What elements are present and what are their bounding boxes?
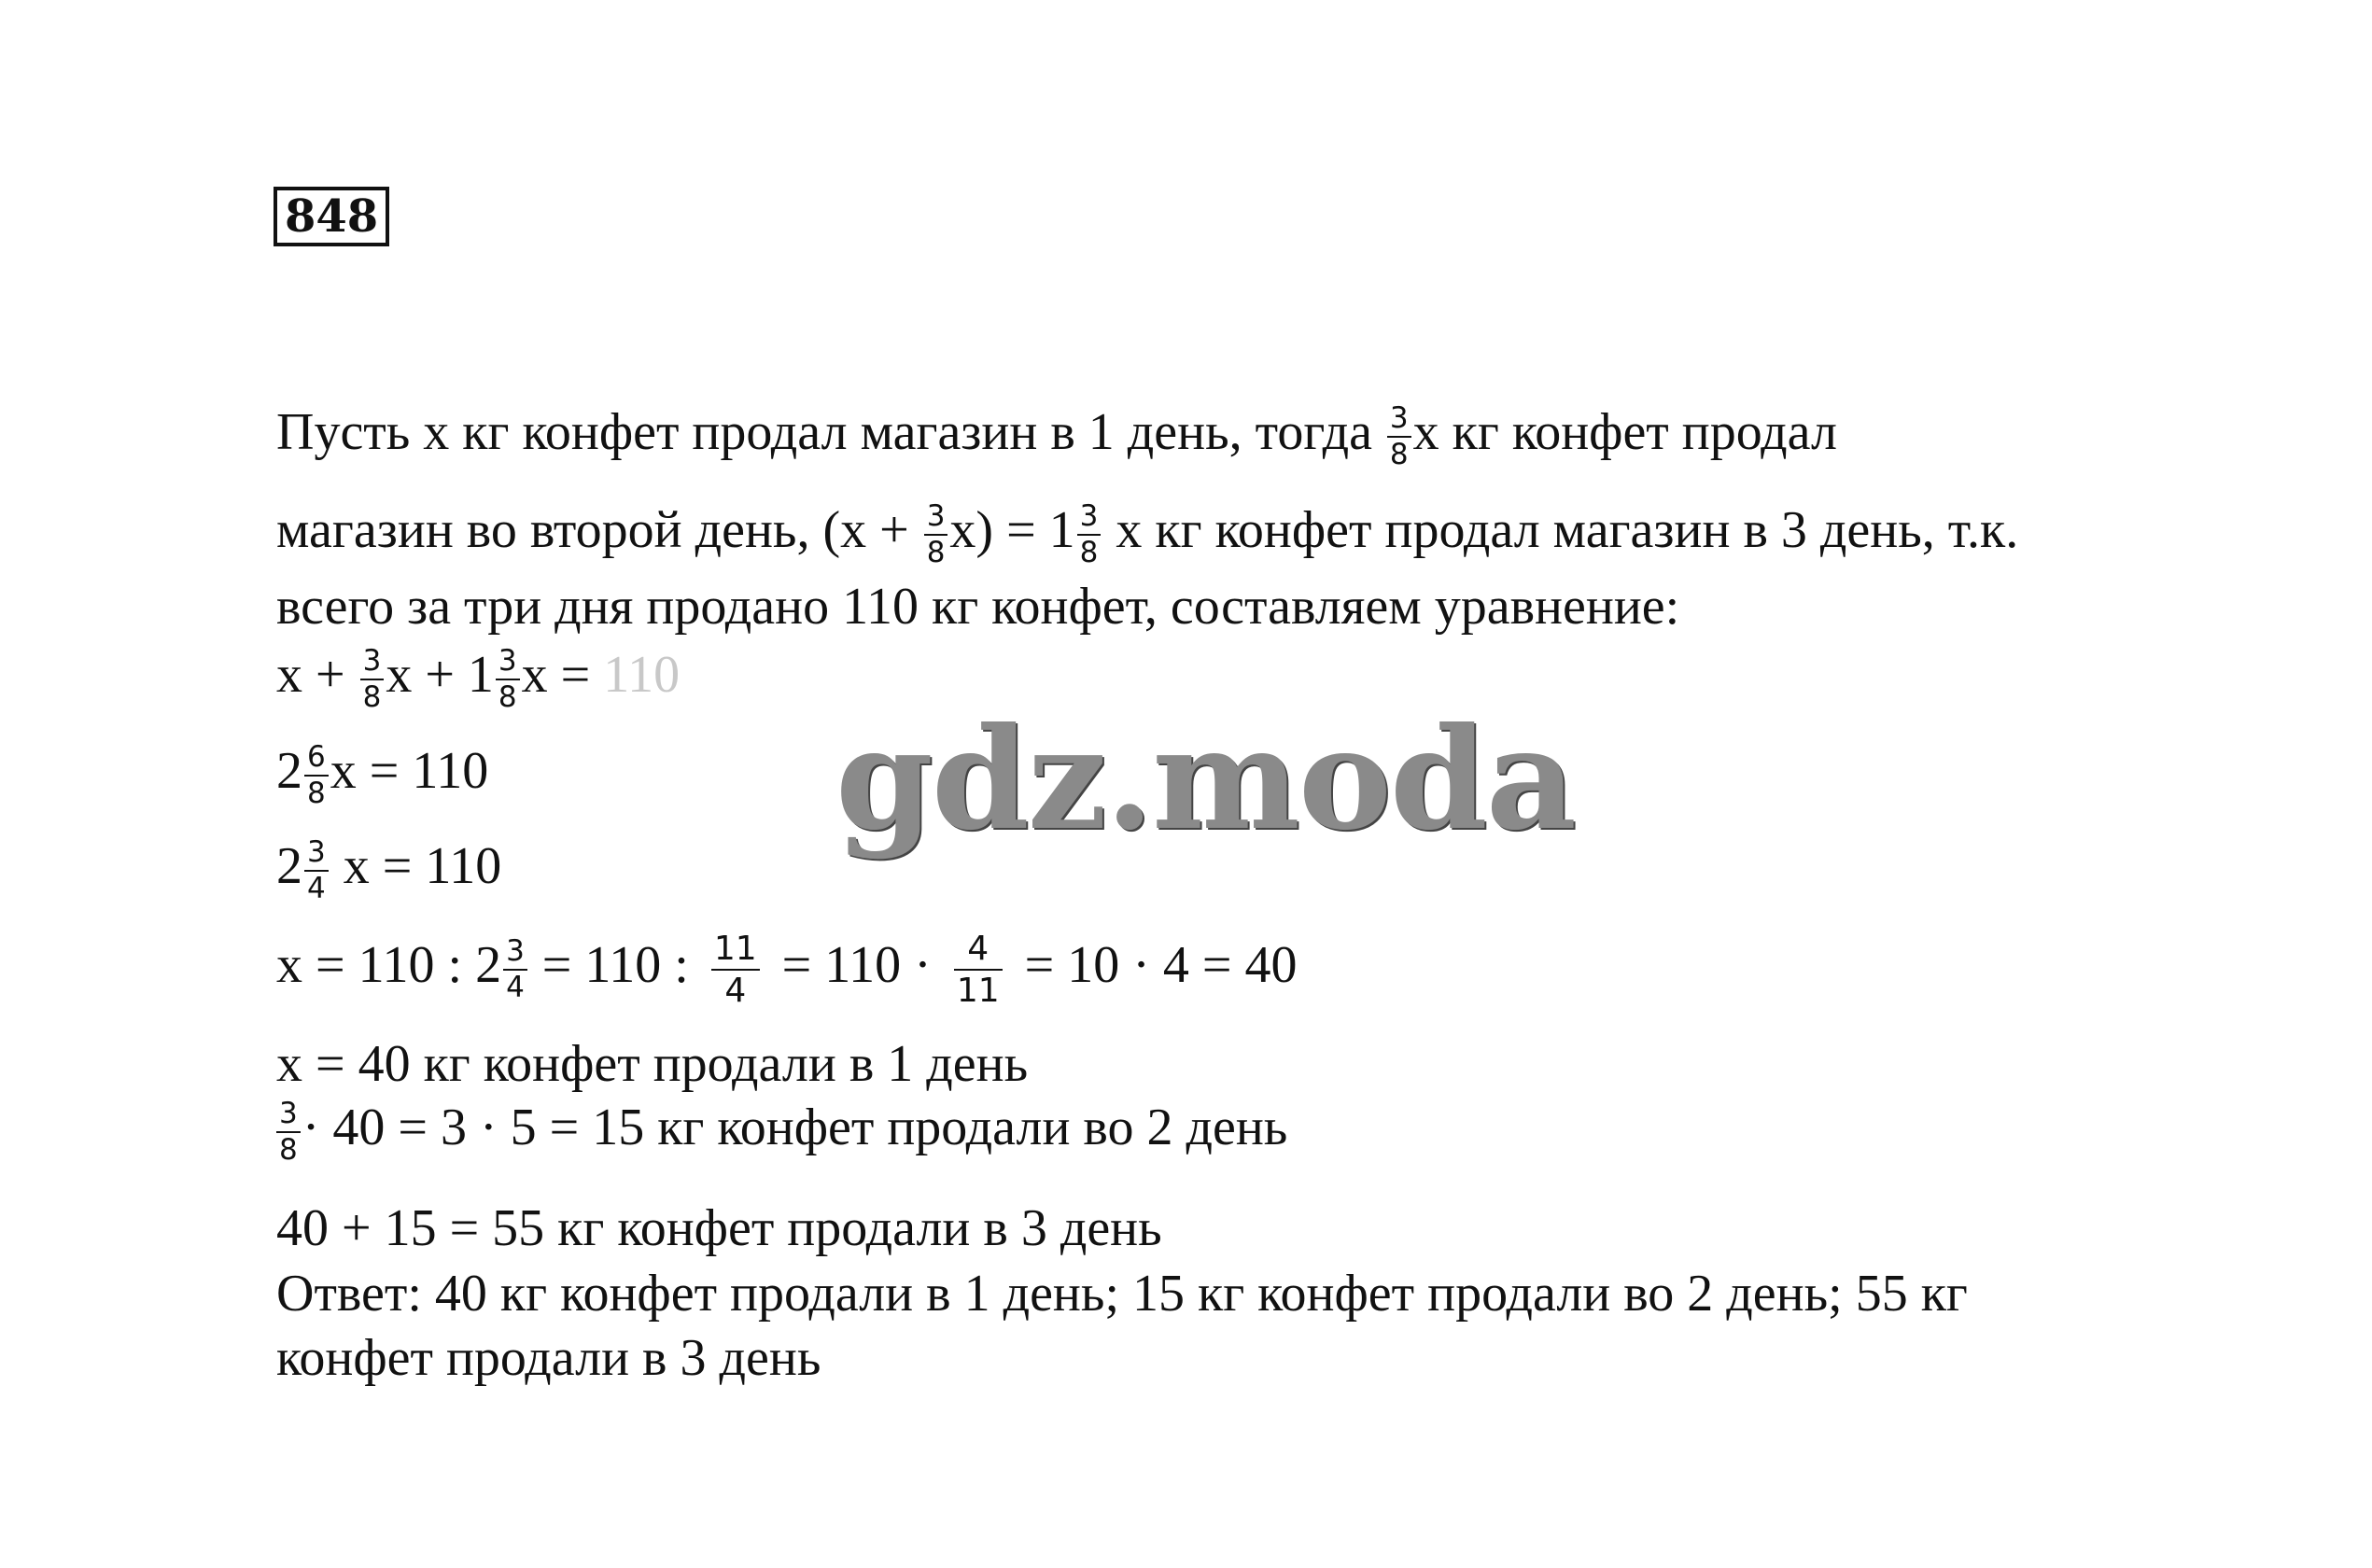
text: Ответ: 40 кг конфет продали в 1 день; 15 кг конфет продали во 2 день; 55 кг	[276, 1265, 1968, 1323]
fraction: $\frac{3}{8}$	[924, 499, 948, 570]
text: 110	[603, 646, 681, 705]
text: x = 110	[330, 837, 502, 896]
text: = 10 · 4 = 40	[1011, 936, 1298, 995]
equation-line-4	[276, 929, 1297, 1011]
text: Пусть x кг конфет продал магазин в 1 день, тогда	[276, 403, 1385, 462]
text: x = 110 : 2	[276, 936, 502, 995]
text-line-2	[276, 499, 2018, 570]
text-line-3	[276, 578, 1680, 636]
text: x) = 1	[949, 501, 1075, 560]
text: магазин во второй день, (x +	[276, 501, 922, 560]
fraction: $\frac{3}{8}$	[276, 1097, 301, 1168]
equation-line-2	[276, 740, 488, 811]
fraction: $\frac{4}{11}$	[954, 929, 1003, 1011]
text: x + 1	[386, 646, 494, 705]
equation-line-3	[276, 835, 501, 906]
equation-line-5	[276, 1097, 1287, 1168]
text-line-1	[276, 401, 1837, 472]
text: всего за три дня продано 110 кг конфет, составляем уравнение:	[276, 578, 1680, 636]
text: 2	[276, 837, 302, 896]
fraction: $\frac{3}{8}$	[360, 644, 385, 715]
text: 40 + 15 = 55 кг конфет продали в 3 день	[276, 1199, 1162, 1257]
fraction: $\frac{11}{4}$	[711, 929, 760, 1011]
fraction: $\frac{3}{8}$	[1077, 499, 1102, 570]
text: x =	[521, 646, 604, 705]
text: = 110 :	[528, 936, 702, 995]
text: x +	[276, 646, 358, 705]
equation-line-1	[276, 644, 680, 715]
text: x кг конфет продал магазин в 3 день, т.к.	[1102, 501, 2019, 560]
fraction: $\frac{3}{8}$	[496, 644, 520, 715]
text-line-8	[276, 1035, 1029, 1093]
problem-number-badge: 848	[274, 187, 389, 246]
text: 2	[276, 742, 302, 801]
answer-line-1	[276, 1265, 1968, 1323]
watermark-logo: gdz.moda	[835, 697, 1576, 861]
text-line-10	[276, 1199, 1162, 1257]
text: x = 110	[330, 742, 489, 801]
text: x = 40 кг конфет продали в 1 день	[276, 1035, 1029, 1093]
text: x кг конфет продал	[1412, 403, 1837, 462]
fraction: $\frac{6}{8}$	[304, 740, 329, 811]
text: · 40 = 3 · 5 = 15 кг конфет продали во 2 день	[302, 1099, 1288, 1157]
text: = 110 ·	[768, 936, 945, 995]
fraction: $\frac{3}{8}$	[1387, 401, 1411, 472]
fraction: $\frac{3}{4}$	[503, 934, 527, 1005]
answer-line-2	[276, 1329, 821, 1387]
fraction: $\frac{3}{4}$	[304, 835, 329, 906]
text: конфет продали в 3 день	[276, 1329, 821, 1387]
